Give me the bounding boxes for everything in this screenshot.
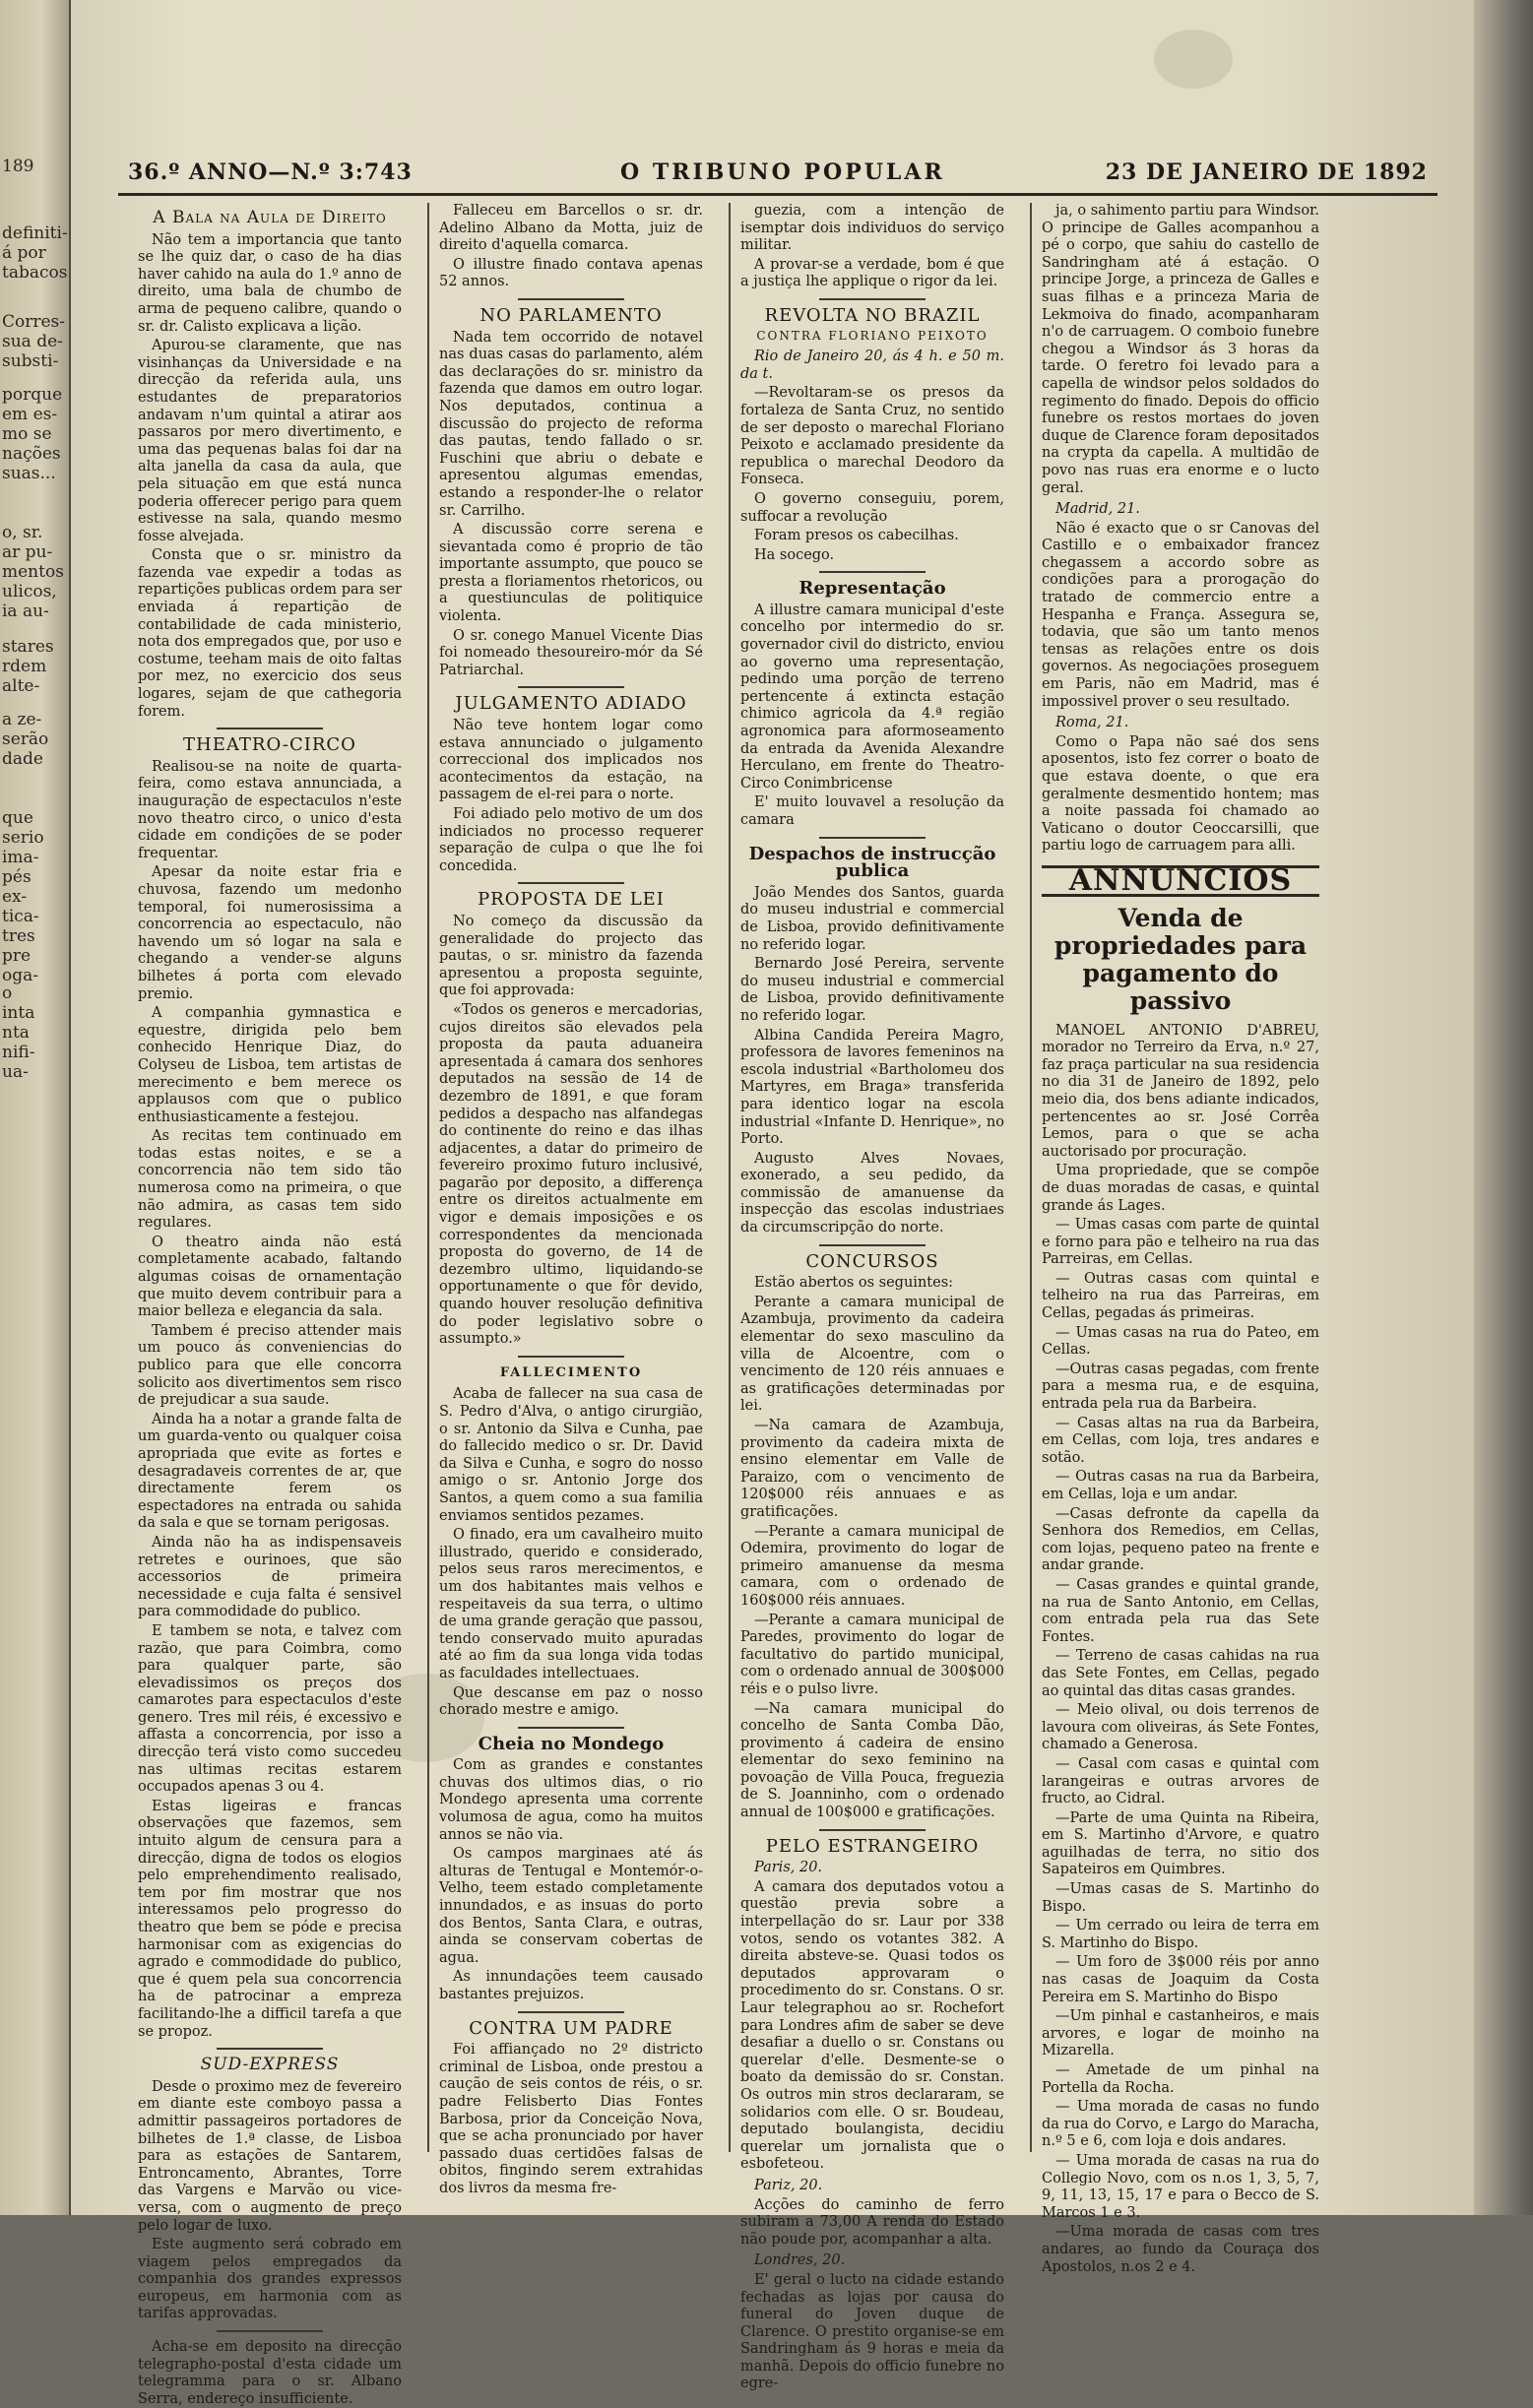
paragraph: Albina Candida Pereira Magro, professora de lavores femeninos na escola industrial «Bartholomeu dos Martyres, em Braga» transferida para identico logar na escola industrial «Infante D. Henrique», no Porto. xyxy=(740,1027,1004,1148)
paragraph: — Uma morada de casas no fundo da rua do Corvo, e Largo do Maracha, n.º 5 e 6, com loja e dois andares. xyxy=(1042,2099,1319,2150)
paragraph: Acaba de fallecer na sua casa de S. Pedro d'Alva, o antigo cirurgião, o sr. Antonio da Silva e Cunha, pae do fallecido medico o sr. Dr. David da Silva e Cunha, e sogro do nosso amigo o sr. Antonio Jorge dos Santos, a quem como a sua familia enviamos sentidos pezames. xyxy=(439,1386,703,1524)
previous-page-edge xyxy=(0,0,72,2215)
paragraph: guezia, com a intenção de isemptar dois individuos do serviço militar. xyxy=(740,203,1004,254)
separator xyxy=(217,2048,322,2050)
paragraph: O theatro ainda não está completamente acabado, faltando algumas coisas de ornamentação que muito devem contribuir para a maior belleza e elegancia da sala. xyxy=(138,1234,402,1320)
paragraph: Nada tem occorrido de notavel nas duas casas do parlamento, além das declarações do sr. ministro da fazenda que damos em outro logar. Nos deputados, continua a discussão do projecto de reforma das pautas, tendo fallado o sr. Fuschini que abriu o debate e apresentou algumas emendas, estando a responder-lhe o relator sr. Carrilho. xyxy=(439,329,703,519)
paragraph: O illustre finado contava apenas 52 annos. xyxy=(439,256,703,290)
paragraph: Que descanse em paz o nosso chorado mestre e amigo. xyxy=(439,1684,703,1719)
dateline: Paris, 20. xyxy=(754,1860,823,1876)
paragraph: Foi adiado pelo motivo de um dos indiciados no processo requerer separação de culpa o que lhe foi concedida. xyxy=(439,806,703,874)
dateline: Rio de Janeiro 20, ás 4 h. e 50 m. da t. xyxy=(740,349,1004,382)
paragraph: —Uma morada de casas com tres andares, ao fundo da Couraça dos Apostolos, n.os 2 e 4. xyxy=(1042,2224,1319,2275)
paragraph: Tambem é preciso attender mais um pouco ás conveniencias do publico para que elle concorra solicito aos divertimentos sem risco de prejudicar a sua saude. xyxy=(138,1322,402,1409)
paragraph: — Casal com casas e quintal com larangeiras e outras arvores de fructo, ao Cidral. xyxy=(1042,1755,1319,1807)
previous-page-fragment: porque xyxy=(2,385,63,405)
article-body xyxy=(1042,521,1319,712)
paragraph: — Umas casas na rua do Pateo, em Cellas. xyxy=(1042,1324,1319,1359)
paragraph: —Casas defronte da capella da Senhora dos Remedios, em Cellas, com lojas, pequeno pateo na frente e andar grande. xyxy=(1042,1505,1319,1574)
article-body xyxy=(138,2339,402,2408)
paragraph: — Um cerrado ou leira de terra em S. Martinho do Bispo. xyxy=(1042,1918,1319,1951)
article-body xyxy=(740,885,1004,1237)
paragraph: —Um pinhal e castanheiros, e mais arvores, e logar de moinho na Mizarella. xyxy=(1042,2008,1319,2059)
previous-page-fragment: mo se xyxy=(2,424,52,444)
annuncios-heading: ANNUNCIOS xyxy=(1042,865,1319,897)
paragraph: ja, o sahimento partiu para Windsor. O principe de Galles acompanhou a pé o corpo, que sahiu do castello de Sandringham até á estação. O principe Jorge, a princeza de Galles e suas filhas e a princeza Maria de Lekmoiva do finado, acompanharam n'o de carruagem. O comboio funebre chegou a Windsor ás 3 horas da tarde. O feretro foi levado para a capella de windsor pelos soldados do regimento do finado. Depois do officio funebre os restos mortaes do joven duque de Clarence foram depositados na crypta da capella. A multidão de povo nas ruas era enorme e o lucto geral. xyxy=(1042,203,1320,496)
paragraph: Com as grandes e constantes chuvas dos ultimos dias, o rio Mondego apresenta uma corrente volumosa de agua, como ha muitos annos se não via. xyxy=(439,1757,703,1843)
article-body xyxy=(439,330,703,680)
paragraph: Não teve hontem logar como estava annunciado o julgamento correccional dos implicados nos acontecimentos da estação, na passagem de el-rei para o norte. xyxy=(439,718,703,803)
previous-page-fragment: tres xyxy=(2,926,35,946)
previous-page-fragment: nta xyxy=(2,1023,30,1043)
article-body xyxy=(439,1386,703,1719)
previous-page-fragment: ar pu- xyxy=(2,542,53,562)
paragraph: Acha-se em deposito na direcção telegrapho-postal d'esta cidade um telegramma para o sr. Albano Serra, endereço insufficiente. xyxy=(138,2339,402,2407)
paragraph: Desde o proximo mez de fevereiro em diante este comboyo passa a admittir passageiros portadores de bilhetes de 1.ª classe, de Lisboa para as estações de Santarem, Entroncamento, Abrantes, Torre das Vargens e Marvão ou vice-versa, com o augmento de preço pelo logar de luxo. xyxy=(138,2078,402,2234)
paragraph: MANOEL ANTONIO D'ABREU, morador no Terreiro da Erva, n.º 27, faz praça particular na sua residencia no dia 31 de Janeiro de 1892, pelo meio dia, dos bens adiante indicados, pertencentes ao sr. José Corrêa Lemos, para o que se acha auctorisado por procuração. xyxy=(1042,1022,1319,1160)
paragraph: —Umas casas de S. Martinho do Bispo. xyxy=(1042,1881,1319,1915)
paragraph: A camara dos deputados votou a questão previa sobre a interpellação do sr. Laur por 338 votos, sendo os votantes 382. A direita absteve-se. Quasi todos os deputados approvaram o procedimento do sr. Constans. O sr. Laur telegraphou ao sr. Rochefort para Londres afim de saber se deve desafiar a duello o sr. Constans ou querelar d'elle. Desmente-se o boato da demissão do sr. Constan. Os outros min stros declararam, se solidarios com elle. O sr. Boudeau, deputado boulangista, decidiu querelar um jornalista que o esbofeteou. xyxy=(740,1878,1004,2173)
paragraph: No começo da discussão da generalidade do projecto das pautas, o sr. ministro da fazenda apresentou a proposta seguinte, que foi approvada: xyxy=(439,913,703,999)
article-title: CONTRA UM PADRE xyxy=(469,2017,673,2039)
paragraph: Ainda não ha as indispensaveis retretes e ourinoes, que são accessorios de primeira necessidade e cuja falta é sensivel para commodidade do publico. xyxy=(138,1534,402,1620)
separator xyxy=(217,728,322,729)
paragraph: A discussão corre serena e sievantada como é proprio de tão importante assumpto, que pouco se presta a floriamentos rhetoricos, ou a questiunculas de politiquice violenta. xyxy=(439,522,703,625)
article-body xyxy=(1042,734,1319,855)
masthead-rule xyxy=(118,193,1437,196)
masthead xyxy=(128,156,1428,189)
previous-page-fragment: em es- xyxy=(2,405,58,424)
article-title: Despachos de instrucção publica xyxy=(748,843,996,882)
dateline: Madrid, 21. xyxy=(1055,501,1140,518)
paragraph: Como o Papa não saé dos sens aposentos, isto fez correr o boato de que estava doente, o que era geralmente desmentido hontem; mas a noite passada foi chamado ao Vaticano o doutor Ceoccarsilli, que partiu logo de carruagem para alli. xyxy=(1042,733,1319,855)
previous-page-fragment: ua- xyxy=(2,1062,29,1082)
paragraph: — Ametade de um pinhal na Portella da Rocha. xyxy=(1042,2062,1319,2096)
article-body xyxy=(740,1275,1004,1821)
separator xyxy=(518,1727,623,1729)
paragraph: — Terreno de casas cahidas na rua das Sete Fontes, em Cellas, pegado ao quintal das ditas casas grandes. xyxy=(1042,1648,1319,1699)
article-title: A Bala na Aula de Direito xyxy=(153,208,387,227)
previous-page-fragment: substi- xyxy=(2,351,59,371)
paragraph: Acções do caminho de ferro subiram a 73,00 A renda do Estado não poude por, acompanhar a alta. xyxy=(740,2196,1004,2248)
dateline: Pariz, 20. xyxy=(754,2177,823,2193)
previous-page-fragment: serio xyxy=(2,828,44,848)
paragraph: Apurou-se claramente, que nas visinhanças da Universidade e na direcção da referida aula, uns estudantes de preparatorios andavam n'um quintal a atirar aos passaros por mero divertimento, e uma das pequenas balas foi dar na alta janella da casa da aula, que pela situação em que está nunca poderia offerecer perigo para quem estivesse na sala, quando mesmo fosse alvejada. xyxy=(138,338,402,544)
paragraph: Estas ligeiras e francas observações que fazemos, sem intuito algum de censura para a direcção, digna de todos os elogios pelo emprehendimento realisado, tem por fim mostrar que nos interessamos pelo progresso do theatro que bem se póde e precisa harmonisar com as exigencias do agrado e commodidade do publico, que é quem pela sua concorrencia ha de patrocinar a empreza facilitando-lhe a difficil tarefa a que se propoz. xyxy=(138,1798,402,2040)
paragraph: E tambem se nota, e talvez com razão, que para Coimbra, como para qualquer parte, são elevadissimos os preços dos camarotes para espectaculos d'este genero. Tres mil réis, é excessivo e affasta a concorrencia, por isso a direcção terá visto como succedeu nas ultimas recitas estarem occupados apenas 3 ou 4. xyxy=(138,1622,402,1796)
article-body xyxy=(439,203,703,291)
paragraph: Perante a camara municipal de Azambuja, provimento da cadeira elementar do sexo masculino da villa de Alcoentre, com o vencimento de 120 réis annuaes e as gratificações determinadas por lei. xyxy=(740,1294,1004,1415)
paragraph: Não tem a importancia que tanto se lhe quiz dar, o caso de ha dias haver cahido na aula do 1.º anno de direito, uma bala de chumbo de arma de pequeno calibre, quando o sr. dr. Calisto explicava a lição. xyxy=(138,231,402,335)
paragraph: João Mendes dos Santos, guarda do museu industrial e commercial de Lisboa, provido definitivamente no referido logar. xyxy=(740,884,1004,953)
paragraph: Falleceu em Barcellos o sr. dr. Adelino Albano da Motta, juiz de direito d'aquella comarca. xyxy=(439,203,703,254)
paragraph: — Outras casas na rua da Barbeira, em Cellas, loja e um andar. xyxy=(1042,1469,1319,1502)
paragraph: E' geral o lucto na cidade estando fechadas as lojas por causa do funeral do Joven duque de Clarence. O prestito organise-se em Sandringham ás 9 horas e meia da manhã. Depois do officio funebre no egre- xyxy=(740,2271,1004,2392)
paragraph: Augusto Alves Novaes, exonerado, a seu pedido, da commissão de amanuense da inspecção das escolas industriaes da circumscripção do norte. xyxy=(740,1150,1004,1236)
article-title: SUD-EXPRESS xyxy=(200,2055,340,2075)
previous-page-fragment: alte- xyxy=(2,676,40,696)
article-body xyxy=(740,203,1004,291)
issue-number: 36.º ANNO—N.º 3:743 xyxy=(128,159,413,185)
paragraph: —Outras casas pegadas, com frente para a mesma rua, e de esquina, entrada pela rua da Barbeira. xyxy=(1042,1361,1319,1413)
paragraph: Apesar da noite estar fria e chuvosa, fazendo um medonho temporal, foi numerosissima a concorrencia ao espectaculo, não havendo um só logar na sala e chegando a vender-se alguns bilhetes á porta com elevado premio. xyxy=(138,864,402,1002)
paragraph: — Casas altas na rua da Barbeira, em Cellas, com loja, tres andares e sotão. xyxy=(1042,1415,1319,1466)
paragraph: O sr. conego Manuel Vicente Dias foi nomeado thesoureiro-mór da Sé Patriarchal. xyxy=(439,627,703,678)
article-body xyxy=(439,718,703,875)
paragraph: As recitas tem continuado em todas estas noites, e se a concorrencia não tem sido tão numerosa como na primeira, o que não admira, as casas tem sido regulares. xyxy=(138,1128,402,1232)
previous-page-fragment: que xyxy=(2,808,33,828)
article-body xyxy=(740,602,1004,830)
column-1 xyxy=(138,203,402,2407)
advert-title: Venda de propriedades para pagamento do passivo xyxy=(1054,903,1308,1015)
previous-page-fragment: 189 xyxy=(2,157,34,176)
article-body xyxy=(138,759,402,2041)
article-body xyxy=(740,1879,1004,2174)
paragraph: —Perante a camara municipal de Odemira, provimento do logar de primeiro amanuense da mesma camara, com o ordenado de 160$000 réis annuaes. xyxy=(740,1523,1004,1609)
paragraph: As innundações teem causado bastantes prejuizos. xyxy=(439,1969,703,2002)
previous-page-fragment: o, sr. xyxy=(2,523,43,542)
paragraph: — Outras casas com quintal e telheiro na rua das Parreiras, em Cellas, pegadas ás primeiras. xyxy=(1042,1270,1319,1322)
article-title: Cheia no Mondego xyxy=(478,1733,665,1754)
article-title: CONCURSOS xyxy=(805,1250,939,1272)
previous-page-fragment: dade xyxy=(2,749,43,769)
article-body xyxy=(740,385,1004,564)
previous-page-fragment: stares xyxy=(2,637,54,657)
article-title: PELO ESTRANGEIRO xyxy=(765,1835,980,1857)
previous-page-fragment: nifi- xyxy=(2,1043,35,1062)
previous-page-fragment: mentos xyxy=(2,562,64,582)
paragraph: Ainda ha a notar a grande falta de um guarda-vento ou qualquer coisa apropriada que evite as fortes e desagradaveis correntes de ar, que directamente ferem os espectadores na entrada ou sahida da sala e que se tornam perigosas. xyxy=(138,1411,402,1532)
column-rule xyxy=(427,203,429,2152)
separator xyxy=(518,882,623,884)
previous-page-fragment: serão xyxy=(2,729,49,749)
separator xyxy=(518,686,623,688)
article-title: FALLECIMENTO xyxy=(499,1364,643,1380)
paragraph: — Casas grandes e quintal grande, na rua de Santo Antonio, em Cellas, com entrada pela rua das Sete Fontes. xyxy=(1042,1576,1319,1645)
previous-page-fragment: suas... xyxy=(2,464,56,483)
previous-page-fragment: o xyxy=(2,983,13,1003)
issue-date: 23 DE JANEIRO DE 1892 xyxy=(1105,159,1428,185)
paragraph: Não é exacto que o sr Canovas del Castillo e o embaixador francez chegassem a accordo sobre as condições para a prorogação do tratado de commercio entre a Hespanha e França. Assegura se, todavia, que são um tanto menos tensas as relações entre os dois governos. As negociações proseguem em Paris, não em Madrid, mas é impossivel prover o seu resultado. xyxy=(1042,520,1319,710)
column-4 xyxy=(1042,203,1320,2275)
article-body xyxy=(138,2079,402,2323)
previous-page-fragment: Corres- xyxy=(2,312,66,332)
separator xyxy=(518,2011,623,2013)
paragraph: —Perante a camara municipal de Paredes, provimento do logar de facultativo do partido municipal, com o ordenado annual de 300$000 réis e o pulso livre. xyxy=(740,1612,1004,1697)
paragraph: Foram presos os cabecilhas. xyxy=(754,528,959,544)
dateline: Roma, 21. xyxy=(1055,715,1129,731)
paragraph: — Um foro de 3$000 réis por anno nas casas de Joaquim da Costa Pereira em S. Martinho do Bispo xyxy=(1042,1954,1319,2005)
article-body xyxy=(138,232,402,722)
column-rule xyxy=(1030,203,1032,2152)
paragraph: Os campos marginaes até ás alturas de Tentugal e Montemór-o-Velho, teem estado completamente innundados, e as insuas do porto dos Bentos, Santa Clara, e outras, ainda se conservam cobertas de agua. xyxy=(439,1846,703,1966)
previous-page-fragment: tica- xyxy=(2,907,39,926)
paragraph: O governo conseguiu, porem, suffocar a revolução xyxy=(740,490,1004,525)
previous-page-fragment: definiti- xyxy=(2,223,68,243)
previous-page-fragment: a ze- xyxy=(2,710,42,729)
column-2 xyxy=(439,203,703,2196)
article-title: Representação xyxy=(798,578,946,600)
paragraph: — Umas casas com parte de quintal e forno para pão e telheiro na rua das Parreiras, em Cellas. xyxy=(1042,1217,1319,1268)
paragraph: Uma propriedade, que se compõe de duas moradas de casas, e quintal grande ás Lages. xyxy=(1042,1163,1319,1214)
paragraph: —Parte de uma Quinta na Ribeira, em S. Martinho d'Arvore, e quatro aguilhadas de terra, no sitio dos Sapateiros em Quimbres. xyxy=(1042,1809,1319,1878)
previous-page-fragment: sua de- xyxy=(2,332,63,351)
article-title: PROPOSTA DE LEI xyxy=(478,889,665,911)
article-body xyxy=(740,2197,1004,2250)
article-body xyxy=(439,1757,703,2003)
paragraph: —Na camara de Azambuja, provimento da cadeira mixta de ensino elementar em Valle de Paraizo, com o vencimento de 120$000 réis annuaes e as gratificações. xyxy=(740,1418,1004,1520)
previous-page-fragment: ima- xyxy=(2,848,39,867)
paragraph: A companhia gymnastica e equestre, dirigida pelo bem conhecido Henrique Diaz, do Colyseu de Lisboa, tem artistas de merecimento e bem merece os applausos com que o publico enthusiasticamente a festejou. xyxy=(138,1005,402,1125)
newspaper-title: O TRIBUNO POPULAR xyxy=(620,159,945,185)
previous-page-fragment: ulicos, xyxy=(2,582,57,602)
separator xyxy=(518,298,623,300)
article-body xyxy=(1042,203,1319,497)
paragraph: — Uma morada de casas na rua do Collegio Novo, com os n.os 1, 3, 5, 7, 9, 11, 13, 15, 17 e para o Becco de S. Marcos 1 e 3. xyxy=(1042,2152,1319,2221)
previous-page-fragment: pre xyxy=(2,946,32,966)
article-title: NO PARLAMENTO xyxy=(479,304,663,326)
separator xyxy=(518,1356,623,1358)
dateline: Londres, 20. xyxy=(754,2252,846,2269)
paragraph: Consta que o sr. ministro da fazenda vae expedir a todas as repartições publicas ordem para ser enviada á repartição de contabilidade de cada ministerio, nota dos empregados que, por uso e costume, teeham mais de oito faltas por mez, no exercicio dos seus logares, sejam de que cathegoria forem. xyxy=(138,547,402,720)
separator xyxy=(819,298,925,300)
paragraph: —Na camara municipal do concelho de Santa Comba Dão, provimento á cadeira de ensino elementar do sexo feminino na povoação de Villa Pouca, freguezia de S. Joanninho, com o ordenado annual de 100$000 e gratificações. xyxy=(740,1700,1004,1821)
separator xyxy=(819,1829,925,1831)
page-right-edge xyxy=(1474,0,1533,2215)
paragraph: Este augmento será cobrado em viagem pelos empregados da companhia dos grandes expressos europeus, em harmonia com as tarifas approvadas. xyxy=(138,2237,402,2322)
previous-page-fragment: nações xyxy=(2,444,61,464)
separator xyxy=(819,1244,925,1246)
paragraph: Realisou-se na noite de quarta-feira, como estava annunciada, a inauguração de espectaculos n'este novo theatro circo, o unico d'esta cidade em condições de se poder frequentar. xyxy=(138,758,402,861)
previous-page-fragment: rdem xyxy=(2,657,47,676)
article-subtitle: CONTRA FLORIANO PEIXOTO xyxy=(756,328,989,343)
separator xyxy=(217,2330,322,2332)
paragraph: —Revoltaram-se os presos da fortaleza de Santa Cruz, no sentido de ser deposto o marechal Floriano Peixoto e acclamado presidente da republica o marechal Deodoro da Fonseca. xyxy=(740,385,1004,488)
column-3 xyxy=(740,203,1004,2392)
separator xyxy=(819,571,925,573)
previous-page-fragment: ia au- xyxy=(2,602,49,621)
article-body xyxy=(439,2042,703,2197)
paragraph: Ha socego. xyxy=(754,546,835,563)
paragraph: A illustre camara municipal d'este concelho por intermedio do sr. governador civil do districto, enviou ao governo uma representação, pedindo uma porção de terreno pertencente á extincta estação chimico agricola da 4.ª região agronomica para aformoseamento da entrada da Avenida Alexandre Herculano, em frente do Theatro-Circo Conimbricense xyxy=(740,602,1004,792)
previous-page-fragment: oga- xyxy=(2,966,38,985)
paragraph: Estão abertos os seguintes: xyxy=(754,1275,954,1292)
article-title: THEATRO-CIRCO xyxy=(183,734,356,756)
previous-page-fragment: á por xyxy=(2,243,46,263)
article-title: REVOLTA NO BRAZIL xyxy=(764,304,981,326)
column-rule xyxy=(729,203,731,2152)
paragraph: Foi affiançado no 2º districto criminal de Lisboa, onde prestou a caução de seis contos de réis, o sr. padre Felisberto Dias Fontes Barbosa, prior da Conceição Nova, que se acha pronunciado por haver passado duas certidões falsas de obitos, fingindo serem extrahidas dos livros da mesma fre- xyxy=(439,2042,703,2196)
article-body xyxy=(740,2272,1004,2393)
paragraph: E' muito louvavel a resolução da camara xyxy=(740,794,1004,828)
paragraph: «Todos os generos e mercadorias, cujos direitos são elevados pela proposta da pauta aduaneira apresentada á camara dos senhores deputados na sessão de 14 de dezembro de 1891, e que foram pedidos a despacho nas alfandegas do continente do reino e das ilhas adjacentes, a datar do primeiro de fevereiro proximo futuro inclusivé, pagarão por deposito, a differença entre os direitos actualmente em vigor e demais imposições e os correspondentes da mencionada proposta do governo, de 14 de dezembro ultimo, liquidando-se opportunamente o que fôr devido, quando houver resolução definitiva do poder legislativo sobre o assumpto.» xyxy=(439,1001,703,1348)
advert-body xyxy=(1042,1023,1319,2277)
paragraph: Bernardo José Pereira, servente do museu industrial e commercial de Lisboa, provido definitivamente no referido logar. xyxy=(740,956,1004,1024)
previous-page-fragment: tabacos xyxy=(2,263,68,283)
previous-page-fragment: inta xyxy=(2,1003,35,1023)
separator xyxy=(819,837,925,839)
article-title: JULGAMENTO ADIADO xyxy=(455,693,687,715)
article-body xyxy=(439,914,703,1349)
paragraph: A provar-se a verdade, bom é que a justiça lhe applique o rigor da lei. xyxy=(740,256,1004,290)
paragraph: — Meio olival, ou dois terrenos de lavoura com oliveiras, ás Sete Fontes, chamado a Generosa. xyxy=(1042,1702,1319,1753)
paragraph: O finado, era um cavalheiro muito illustrado, querido e considerado, pelos seus raros merecimentos, e um dos habitantes mais velhos e respeitaveis da sua terra, o ultimo de uma grande geração que passou, tendo conservado muito apuradas até ao fim da sua longa vida todas as faculdades intellectuaes. xyxy=(439,1527,703,1681)
previous-page-fragment: pés xyxy=(2,867,32,887)
previous-page-fragment: ex- xyxy=(2,887,28,907)
